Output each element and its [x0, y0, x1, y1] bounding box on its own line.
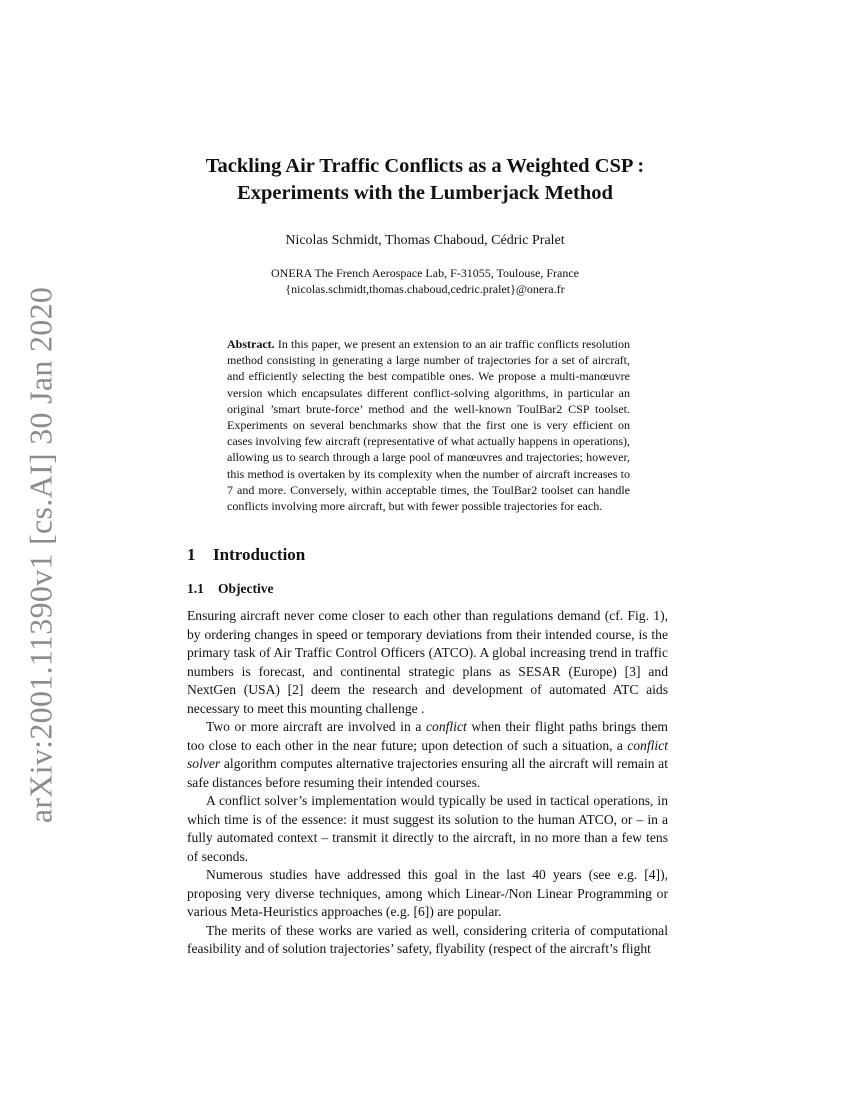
body-text [187, 607, 668, 959]
affiliation-institution: ONERA The French Aerospace Lab, F-31055, Toulouse, France [271, 266, 579, 280]
paper-title-line-2: Experiments with the Lumberjack Method [237, 182, 613, 204]
section-number: 1 [187, 545, 196, 564]
section-title: Introduction [213, 545, 306, 564]
paper-title-line-1: Tackling Air Traffic Conflicts as a Weighted CSP : [205, 155, 645, 177]
affiliation-emails: {nicolas.schmidt,thomas.chaboud,cedric.pralet}@onera.fr [285, 282, 565, 296]
subsection-title: Objective [218, 581, 274, 596]
body-paragraph-2 [187, 718, 668, 792]
arxiv-sidebar-stamp [20, 286, 62, 824]
body-paragraph-1: Ensuring aircraft never come closer to each other than regulations demand (cf. Fig. 1), by ordering changes in speed or temporary deviations from their intended course, is the primary task of Air Traffic Control Officers (ATCO). A global increasing trend in traffic numbers is forecast, and continental strategic plans as SESAR (Europe) [3] and NextGen (USA) [2] deem the research and development of automated ATC aids necessary to meet this mounting challenge . [187, 608, 668, 716]
paragraph-2-part-a: Two or more aircraft are involved in a [206, 719, 426, 734]
body-paragraph-5: The merits of these works are varied as well, considering criteria of computational feasibility and of solution trajectories’ safety, flyability (respect of the aircraft’s flight [187, 922, 668, 956]
body-paragraph-4: Numerous studies have addressed this goal in the last 40 years (see e.g. [4]), proposing very diverse techniques, among which Linear-/Non Linear Programming or various Meta-Heuristics approaches (e.g. [6]) are popular. [187, 867, 668, 919]
section-heading-introduction [187, 545, 305, 565]
paper-authors: Nicolas Schmidt, Thomas Chaboud, Cédric Pralet [285, 233, 565, 248]
term-conflict-solver: conflict solver [187, 737, 668, 771]
paper-affiliation [150, 265, 700, 297]
abstract-text: In this paper, we present an extension to an air traffic conflicts resolution method consisting in generating a large number of trajectories for a set of aircraft, and efficiently selecting the best compatible ones. We propose a multi-manœuvre version which encapsulates different conflict-solving algorithms, in particular an original ’smart brute-force’ method and the well-known ToulBar2 CSP toolset. Experiments on several benchmarks show that the first one is very efficient on cases involving few aircraft (representative of what actually happens in operations), allowing us to search through a large pool of manœuvres and trajectories; however, this method is overtaken by its complexity when the number of aircraft increases to 7 and more. Conversely, within acceptable times, the ToulBar2 toolset can handle conflicts involving more aircraft, but with fewer possible trajectories for each. [227, 337, 631, 514]
abstract-label: Abstract. [227, 337, 275, 351]
subsection-heading-objective [187, 581, 273, 597]
subsection-number: 1.1 [187, 581, 204, 596]
paragraph-2-part-b: when their flight paths brings them too close to each other in the near future; upon detection of such a situation, a [187, 719, 668, 753]
arxiv-identifier: arXiv:2001.11390v1 [cs.AI] 30 Jan 2020 [22, 286, 59, 824]
term-conflict: conflict [425, 719, 467, 734]
body-paragraph-3: A conflict solver’s implementation would typically be used in tactical operations, in which time is of the essence: it must suggest its solution to the human ATCO, or – in a fully automated context – transmit it directly to the aircraft, in no more than a few tens of seconds. [187, 793, 668, 864]
abstract [227, 336, 630, 514]
paragraph-2-part-c: algorithm computes alternative trajectories ensuring all the aircraft will remain at safe distances before resuming their intended courses. [187, 756, 668, 790]
